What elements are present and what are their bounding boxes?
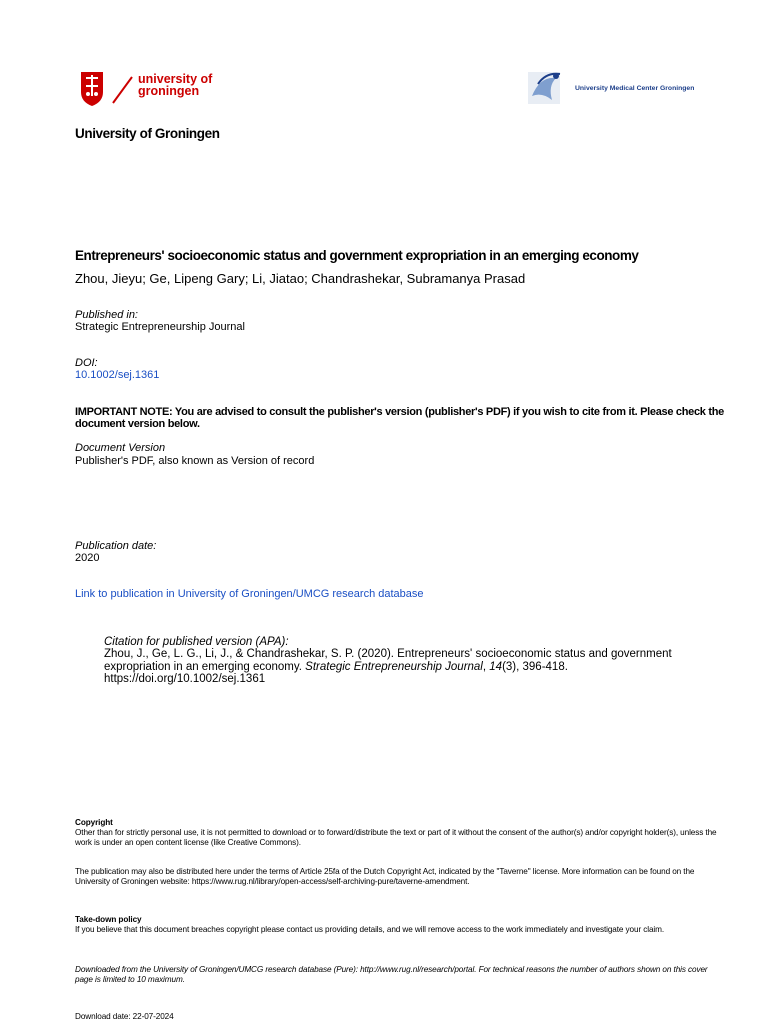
umcg-logo	[526, 66, 706, 110]
citation-text	[104, 648, 724, 686]
takedown-text: If you believe that this document breaches copyright please contact us providing details, and we will remove access to the work immediately and investigate your claim.	[75, 925, 665, 934]
institution-name: University of Groningen	[75, 126, 220, 141]
published-in-label: Published in:	[75, 309, 138, 321]
takedown-heading: Take-down policy	[75, 915, 142, 924]
download-note: Downloaded from the University of Groningen/UMCG research database (Pure): http://www.rug.nl/research/portal. For technical reasons the number of authors shown on this cover page is limited to 10 maximum.	[75, 965, 708, 984]
doi-label: DOI:	[75, 357, 98, 369]
document-version-value: Publisher's PDF, also known as Version of record	[75, 455, 315, 467]
document-version-label: Document Version	[75, 442, 166, 454]
citation-part2: (3), 396-418. https://doi.org/10.1002/sej.1361	[104, 660, 568, 685]
download-date: Download date: 22-07-2024	[75, 1012, 174, 1021]
umcg-logo-text: University Medical Center Groningen	[575, 85, 695, 92]
umcg-emblem-icon	[526, 66, 572, 110]
database-link[interactable]: Link to publication in University of Groningen/UMCG research database	[75, 588, 424, 600]
rug-crest-icon	[78, 66, 138, 108]
taverne-notice: The publication may also be distributed here under the terms of Article 25fa of the Dutch Copyright Act, indicated by the "Taverne" license. More information can be found on the University of Groningen website: https://www.rug.nl/library/open-access/self-archiving-pure/taverne-amendment.	[75, 867, 695, 886]
authors: Zhou, Jieyu; Ge, Lipeng Gary; Li, Jiatao; Chandrashekar, Subramanya Prasad	[75, 271, 526, 286]
citation-part1: Zhou, J., Ge, L. G., Li, J., & Chandrashekar, S. P. (2020). Entrepreneurs' socioeconomic status and government expropriation in an emerging economy.	[104, 648, 672, 673]
citation-label: Citation for published version (APA):	[104, 636, 289, 648]
publication-date-label: Publication date:	[75, 540, 157, 552]
university-of-groningen-logo	[78, 66, 228, 108]
copyright-heading: Copyright	[75, 818, 113, 827]
rug-logo-line2: groningen	[138, 84, 200, 98]
publication-date-value: 2020	[75, 552, 100, 564]
copyright-text: Other than for strictly personal use, it is not permitted to download or to forward/distribute the text or part of it without the consent of the author(s) and/or copyright holder(s), unless the work is under an open content license (like Creative Commons).	[75, 828, 717, 847]
journal-name: Strategic Entrepreneurship Journal	[75, 321, 245, 333]
document-title: Entrepreneurs' socioeconomic status and government expropriation in an emerging economy	[75, 248, 639, 263]
citation-separator: ,	[482, 660, 490, 673]
doi-link[interactable]: 10.1002/sej.1361	[75, 369, 160, 381]
citation-journal: Strategic Entrepreneurship Journal	[305, 660, 483, 673]
important-note: IMPORTANT NOTE: You are advised to consult the publisher's version (publisher's PDF) if you wish to cite from it. Please check the document version below.	[75, 406, 724, 430]
rug-logo-line1: university of	[138, 72, 213, 86]
citation-volume: 14	[489, 660, 503, 673]
